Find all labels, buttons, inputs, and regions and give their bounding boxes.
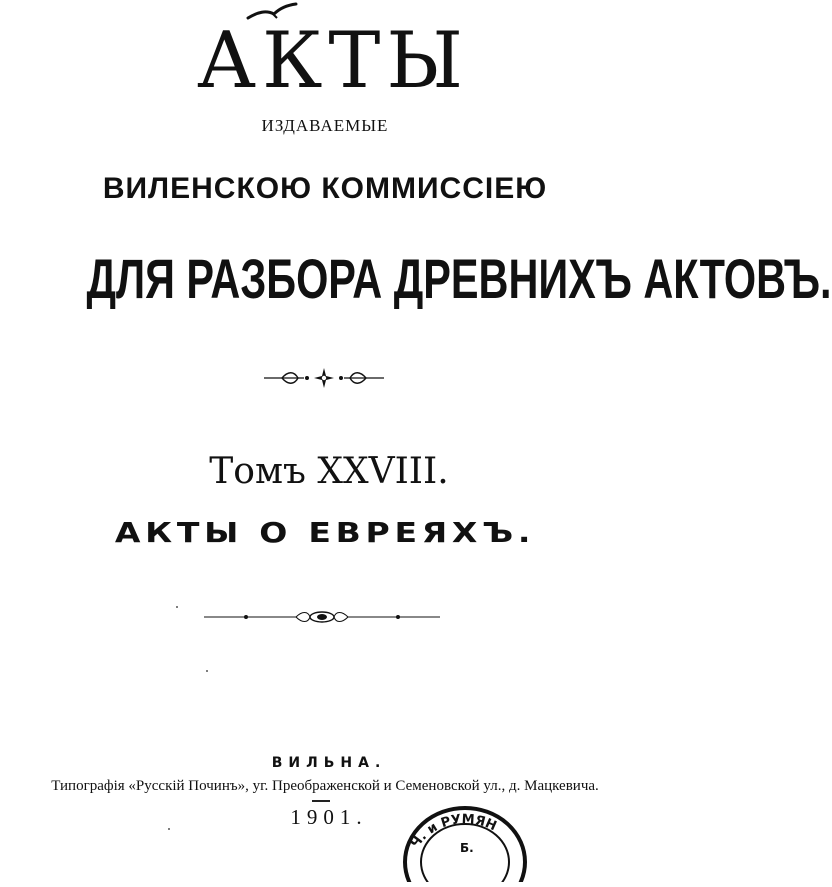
print-speck bbox=[206, 670, 208, 672]
subtitle-heading: АКТЫ О ЕВРЕЯХЪ. bbox=[114, 516, 536, 549]
commission-heading: ВИЛЕНСКОЮ КОММИССІЕЮ bbox=[102, 172, 548, 205]
rule-ornament-icon bbox=[204, 607, 440, 627]
stamp-text: Ч. и РУМЯН bbox=[408, 811, 499, 852]
year-rule bbox=[312, 800, 330, 802]
volume-heading: Томъ XXVIII. bbox=[209, 451, 449, 492]
city-label: ВИЛЬНА. bbox=[271, 755, 387, 771]
year-label: 1901. bbox=[290, 805, 368, 829]
ornament-divider-icon bbox=[262, 366, 386, 390]
stamp-letter: Б. bbox=[460, 841, 474, 855]
main-title: АКТЫ bbox=[196, 16, 470, 106]
stamp-seal-icon bbox=[400, 802, 530, 882]
press-imprint: Типографія «Русскій Починъ», уг. Преображенской и Семеновской ул., д. Мацкевича. bbox=[51, 778, 599, 794]
print-speck bbox=[176, 606, 178, 608]
analysis-heading: ДЛЯ РАЗБОРА ДРЕВНИХЪ АКТОВЪ. bbox=[86, 247, 832, 310]
library-stamp bbox=[400, 802, 530, 859]
published-label: ИЗДАВАЕМЫЕ bbox=[261, 116, 389, 135]
svg-text:Ч. и РУМЯН bbox=[408, 812, 499, 851]
